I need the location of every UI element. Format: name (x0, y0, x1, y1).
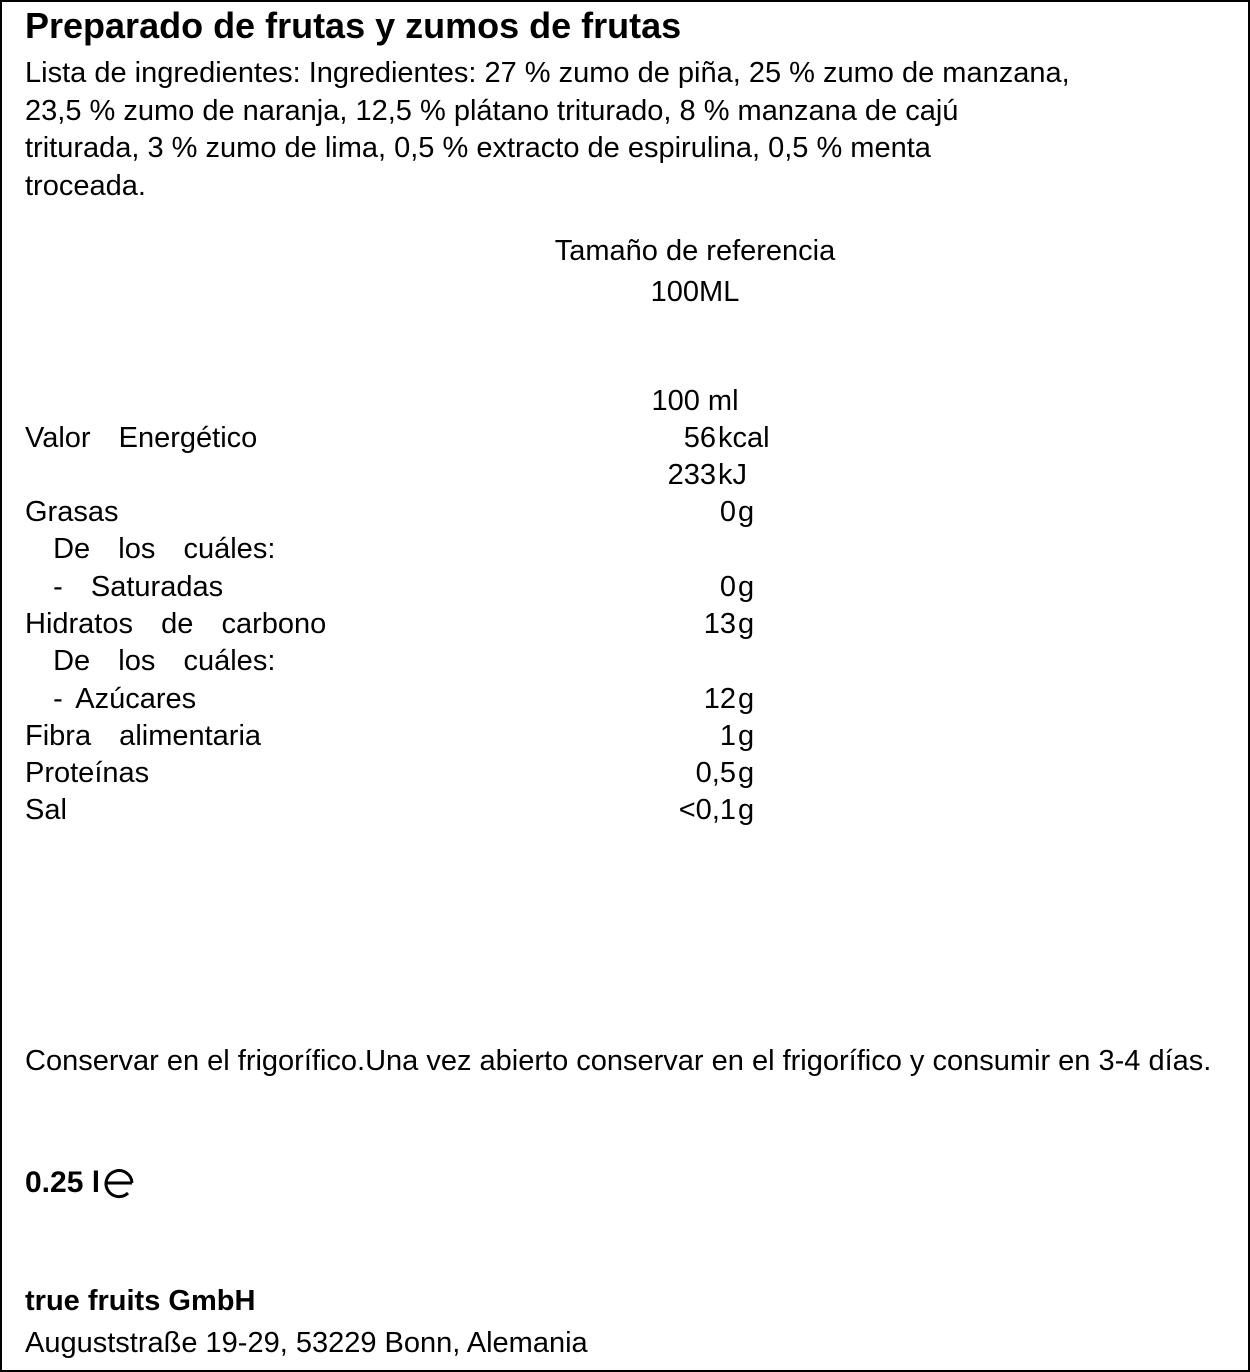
nutrition-label: Grasas (25, 496, 119, 528)
nutrition-unit: g (738, 682, 755, 715)
ingredients-list (25, 55, 1215, 205)
ingredients-line: troceada. (25, 169, 146, 202)
nutrition-label: Fibra alimentaria (25, 719, 262, 752)
nutrition-row (0, 643, 1250, 680)
nutrition-label: Sal (25, 794, 67, 827)
nutrition-row (0, 792, 1250, 829)
nutrition-unit: g (738, 570, 755, 603)
nutrition-row (0, 718, 1250, 755)
nutrition-row (0, 531, 1250, 568)
net-quantity (25, 1163, 136, 1211)
storage-instructions: Conservar en el frigorífico.Una vez abierto conservar en el frigorífico y consumir en 3-4 días. (25, 1045, 1212, 1077)
nutrition-label: Proteínas (25, 757, 150, 790)
nutrition-unit: kcal (718, 422, 770, 454)
nutrition-label: Valor Energético (25, 422, 258, 454)
reference-size-value: 100ML (650, 276, 740, 308)
nutrition-unit: g (738, 607, 755, 640)
nutrition-value: 12 (703, 682, 736, 715)
nutrition-unit: g (738, 496, 755, 528)
company-address: Auguststraße 19-29, 53229 Bonn, Alemania (25, 1327, 588, 1359)
ingredients-line: Lista de ingredientes: Ingredientes: 27 % zumo de piña, 25 % zumo de manzana, (25, 57, 1070, 89)
nutrition-label: Hidratos de carbono (25, 607, 327, 640)
nutrition-row (0, 494, 1250, 531)
nutrition-value: <0,1 (678, 794, 736, 827)
nutrition-row (0, 606, 1250, 643)
nutrition-value: 233 (667, 459, 716, 491)
nutrition-row-energy-kj (0, 457, 1250, 494)
product-title: Preparado de frutas y zumos de frutas (25, 5, 682, 46)
reference-size-heading: Tamaño de referencia (554, 235, 836, 267)
e-mark-icon (102, 1166, 136, 1211)
nutrition-value: 56 (683, 422, 716, 454)
nutrition-value: 1 (719, 719, 736, 752)
nutrition-row (0, 569, 1250, 606)
nutrition-value: 0 (719, 570, 736, 603)
ingredients-line: triturada, 3 % zumo de lima, 0,5 % extracto de espirulina, 0,5 % menta (25, 132, 931, 164)
nutrition-value: 0 (719, 496, 736, 528)
nutrition-row (0, 681, 1250, 718)
nutrition-unit: g (738, 794, 755, 827)
nutrition-column-header: 100 ml (651, 385, 739, 417)
nutrition-row (0, 755, 1250, 792)
nutrition-label: - Azúcares (25, 682, 197, 715)
ingredients-line: 23,5 % zumo de naranja, 12,5 % plátano triturado, 8 % manzana de cajú (25, 94, 959, 127)
nutrition-label: - Saturadas (25, 570, 224, 603)
nutrition-row-energy (0, 420, 1250, 457)
nutrition-label: De los cuáles: (25, 533, 276, 566)
nutrition-unit: g (738, 757, 755, 790)
nutrition-value: 0,5 (695, 757, 736, 790)
nutrition-value: 13 (703, 607, 736, 640)
nutrition-label: De los cuáles: (25, 645, 276, 678)
nutrition-unit: g (738, 719, 755, 752)
company-name: true fruits GmbH (25, 1285, 256, 1317)
nutrition-unit: kJ (718, 459, 747, 491)
quantity-value: 0.25 l (25, 1166, 101, 1199)
